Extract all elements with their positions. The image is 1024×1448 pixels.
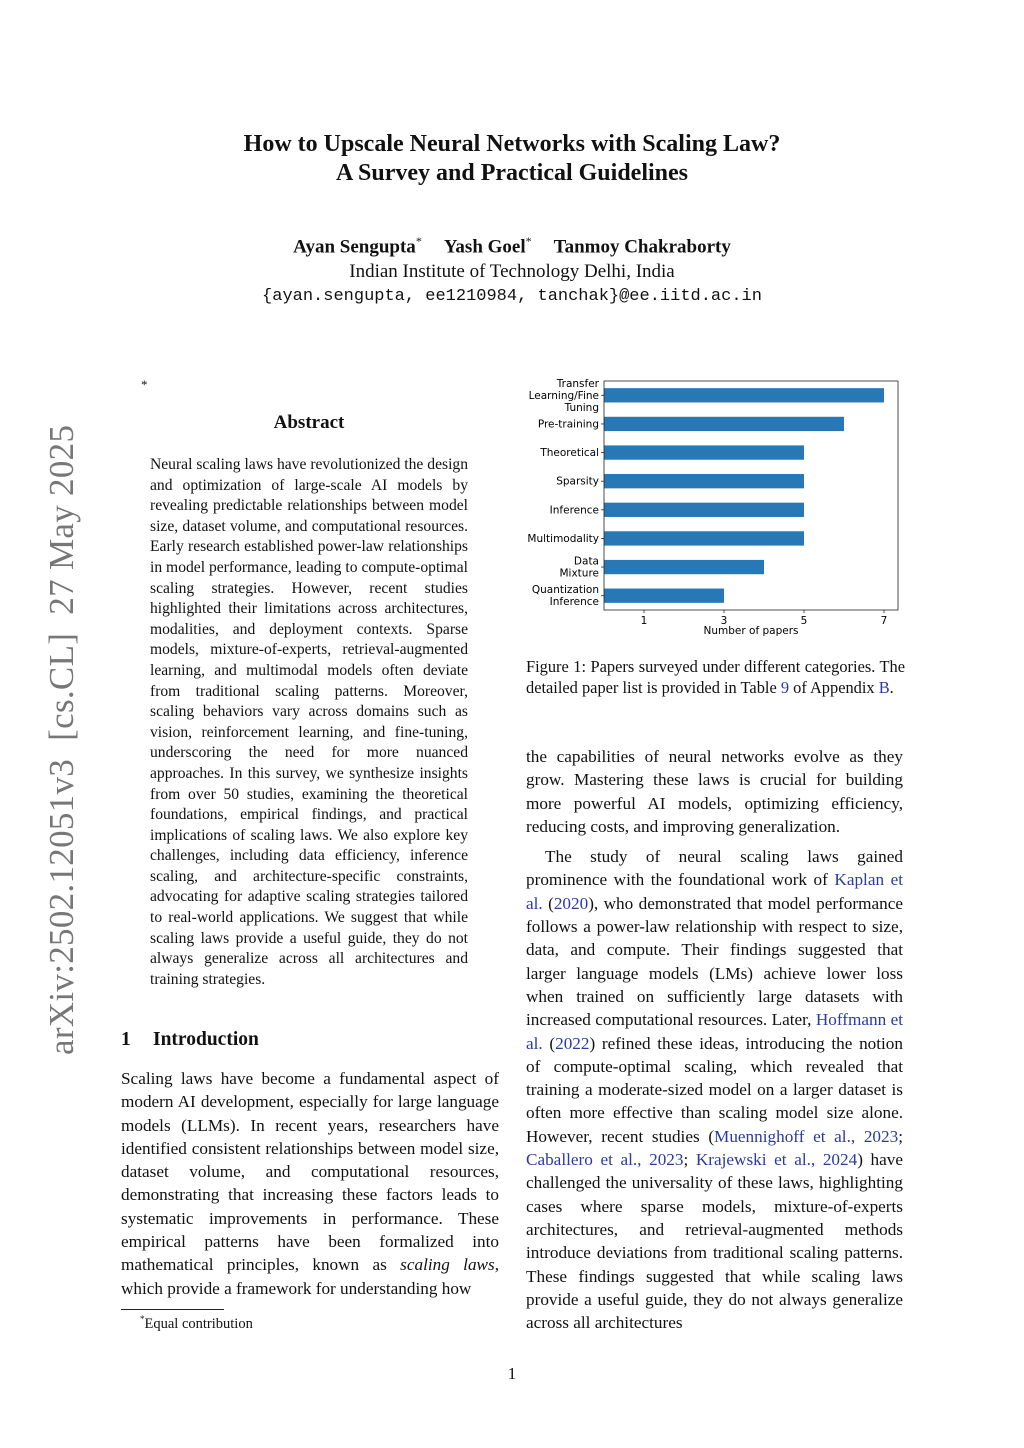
intro-text-part: ) have challenged the universality of these laws, highlighting cases where sparse models, mixture-of-experts architectures, and retrieval-augmented methods introduce deviations from traditional scaling patterns. These findings suggested that while scaling laws provide a useful guide, they do not always generalize across all architectures	[526, 1150, 904, 1333]
y-tick-label: Mixture	[559, 567, 599, 580]
intro-right-paragraph-1: the capabilities of neural networks evolve as they grow. Mastering these laws is crucial for building more powerful AI models, optimizing efficiency, reducing costs, and improving generalization.	[526, 747, 903, 836]
section-title: Introduction	[153, 1029, 259, 1050]
author-names	[0, 229, 1024, 259]
y-tick-label: Inference	[549, 596, 599, 609]
stray-asterisk: *	[141, 377, 148, 392]
bar-2	[604, 445, 804, 459]
bar-7	[604, 589, 724, 603]
section-number: 1	[121, 1029, 131, 1050]
paper-title-line2: A Survey and Practical Guidelines	[335, 160, 688, 186]
y-tick-label: Data	[573, 555, 599, 568]
figure-1-bar-chart	[526, 376, 916, 646]
x-tick-label: 1	[640, 615, 648, 627]
plot-frame	[604, 381, 898, 610]
intro-text-part: ;	[898, 1126, 903, 1146]
intro-text-part: (	[542, 893, 554, 913]
author-emails: {ayan.sengupta, ee1210984, tanchak}@ee.iitd.ac.in	[262, 287, 762, 307]
bar-0	[604, 388, 884, 402]
citation-link[interactable]: Muennighoff et al., 2023	[714, 1126, 899, 1146]
appendix-ref-link[interactable]: B	[878, 678, 890, 697]
scaling-laws-emphasis: scaling laws	[400, 1255, 495, 1275]
bar-1	[604, 417, 844, 431]
paper-title-line1: How to Upscale Neural Networks with Scaling Law?	[243, 131, 781, 157]
y-tick-label: Multimodality	[527, 532, 599, 545]
citation-link[interactable]: Kaplan et al.	[526, 870, 903, 913]
y-tick-label: Learning/Fine	[528, 389, 599, 402]
intro-text-part: ) refined these ideas, introducing the notion of compute-optimal scaling, which revealed that training a moderate-sized model on a larger dataset is often more effective than scaling model size alone. However, recent studies (	[526, 1033, 903, 1146]
figure-caption	[526, 656, 905, 698]
caption-text: Figure 1: Papers surveyed under different categories. The detailed paper list is provided in Table	[526, 657, 905, 697]
bar-6	[604, 560, 764, 574]
x-tick-label: 7	[880, 615, 888, 627]
abstract-text: Neural scaling laws have revolutionized the design and optimization of large-scale AI models by revealing predictable relationships between model size, dataset volume, and computational resources. Early research established power-law relationships in model performance, leading to compute-optimal scaling strategies. However, recent studies highlighted their limitations across architectures, modalities, and deployment contexts. Sparse models, mixture-of-experts, retrieval-augmented learning, and multimodal models often deviate from traditional scaling patterns. Moreover, scaling behaviors vary across domains such as vision, reinforcement learning, and fine-tuning, underscoring the need for more nuanced approaches. In this survey, we synthesize insights from over 50 studies, examining the theoretical foundations, empirical findings, and practical implications of scaling laws. We also explore key challenges, including data efficiency, inference scaling, and architecture-specific constraints, advocating for adaptive scaling strategies tailored to real-world applications. We suggest that while scaling laws provide a useful guide, they do not always generalize across all architectures and training strategies.	[150, 456, 468, 988]
y-tick-label: Theoretical	[540, 447, 599, 460]
abstract-heading: Abstract	[273, 412, 345, 433]
page-number: 1	[507, 1364, 517, 1383]
footnote-text: Equal contribution	[144, 1315, 253, 1332]
intro-text-part: (	[542, 1033, 556, 1053]
intro-text-part: ), who demonstrated that model performance follows a power-law relationship with respect to size, data, and compute. Their findings suggested that larger language models (LMs) achieve lower loss when trained on sufficiently large datasets with increased computational resources. Later,	[526, 893, 903, 1030]
intro-right-paragraph-2	[526, 845, 903, 1334]
citation-link[interactable]: 2020	[553, 893, 589, 913]
table-ref-link[interactable]: 9	[780, 678, 790, 697]
x-axis-label: Number of papers	[703, 625, 799, 637]
section-heading-introduction	[121, 1029, 259, 1051]
author-1-mark: *	[415, 234, 422, 248]
affiliation: Indian Institute of Technology Delhi, India	[349, 261, 675, 283]
caption-text: of Appendix	[789, 678, 879, 697]
y-tick-label: Sparsity	[556, 475, 599, 488]
y-tick-label: Pre-training	[537, 418, 599, 431]
bar-4	[604, 503, 804, 517]
citation-link[interactable]: Hoffmann et al.	[526, 1010, 904, 1053]
bar-5	[604, 531, 804, 545]
author-2: Yash Goel	[443, 236, 526, 258]
y-tick-label: Tuning	[564, 401, 599, 414]
y-tick-label: Inference	[549, 504, 599, 517]
x-tick-label: 3	[720, 615, 728, 627]
x-tick-label: 5	[800, 615, 808, 627]
footnote-rule	[121, 1309, 224, 1310]
paper-title	[0, 130, 1024, 188]
footnote	[140, 1314, 253, 1333]
intro-text-part: ;	[683, 1150, 696, 1170]
author-2-mark: *	[525, 234, 532, 248]
author-block	[0, 229, 1024, 309]
y-tick-label: Transfer	[556, 377, 599, 390]
intro-right-column	[526, 745, 903, 1334]
citation-link[interactable]: 2022	[555, 1033, 590, 1053]
caption-text: .	[889, 678, 894, 697]
citation-link[interactable]: Caballero et al., 2023	[526, 1150, 684, 1170]
bar-3	[604, 474, 804, 488]
arxiv-identifier: arXiv:2502.12051v3 [cs.CL] 27 May 2025	[42, 424, 81, 1055]
intro-text-part: , which provide a framework for understanding how	[121, 1255, 499, 1298]
intro-text-part: Scaling laws have become a fundamental aspect of modern AI development, especially for large language models (LLMs). In recent years, researchers have identified consistent relationships between model size, dataset volume, and computational resources, demonstrating that increasing these factors leads to systematic improvements in performance. These empirical patterns have been formalized into mathematical principles, known as	[121, 1069, 499, 1275]
y-tick-label: Quantization	[531, 584, 599, 597]
footnote-mark: *	[140, 1314, 145, 1324]
intro-left-paragraph	[121, 1067, 499, 1300]
citation-link[interactable]: Krajewski et al., 2024	[695, 1150, 858, 1170]
intro-text-part: The study of neural scaling laws gained prominence with the foundational work of	[526, 847, 903, 890]
author-1: Ayan Sengupta	[293, 236, 416, 258]
author-3: Tanmoy Chakraborty	[553, 236, 731, 258]
